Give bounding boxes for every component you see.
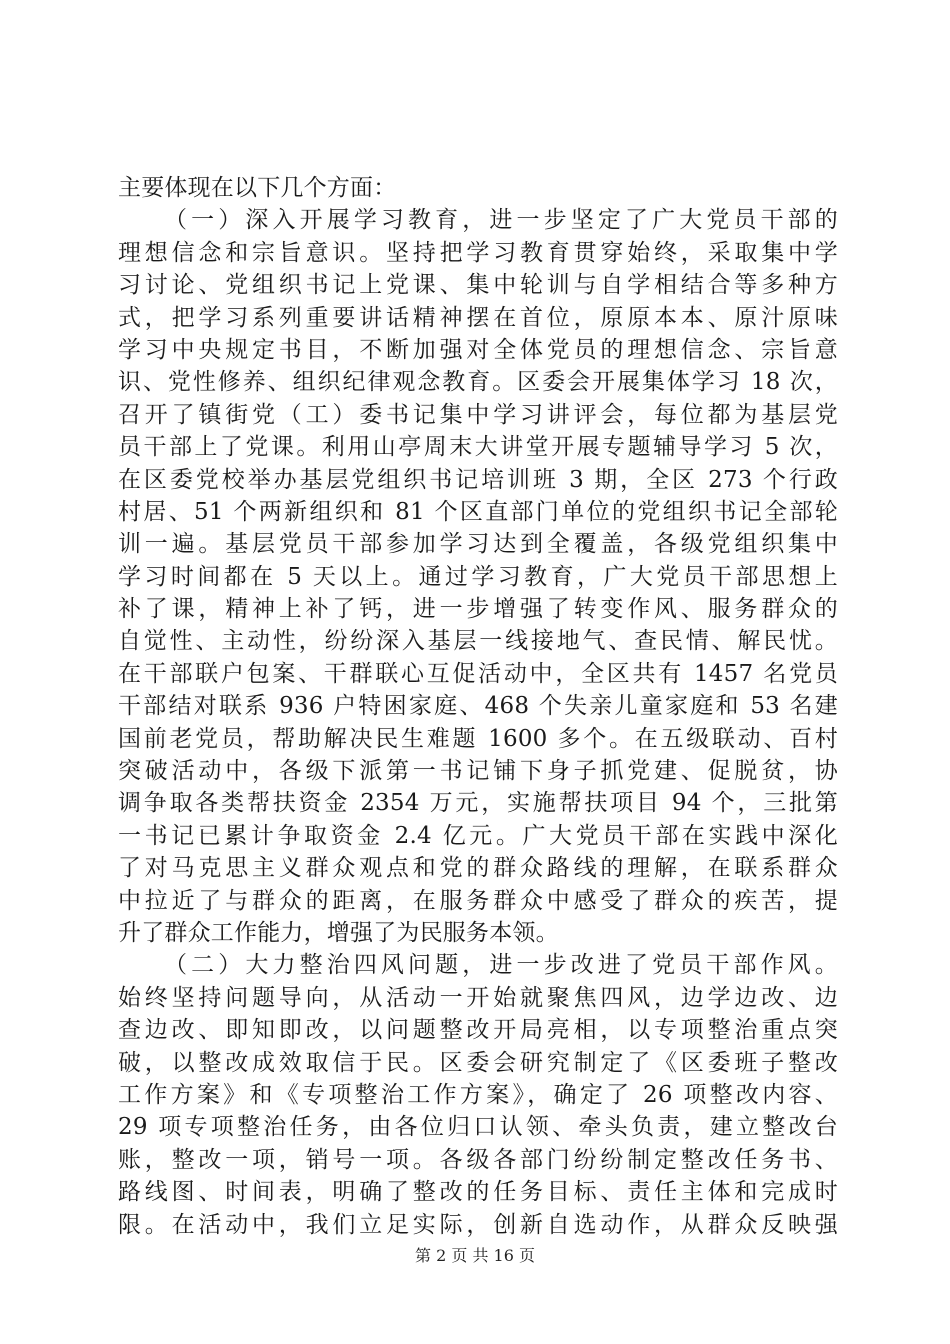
page-number-footer: 第 2 页 共 16 页 xyxy=(415,1246,535,1265)
text-line: 式，把学习系列重要讲话精神摆在首位，原原本本、原汁原味 xyxy=(118,304,838,331)
text-line: 员干部上了党课。利用山亭周末大讲堂开展专题辅导学习 5 次， xyxy=(118,434,838,461)
text-line: 习讨论、党组织书记上党课、集中轮训与自学相结合等多种方 xyxy=(118,272,838,299)
section-heading-1: （一）深入开展学习教育，进一步坚定了广大党员干部的 xyxy=(164,207,838,234)
text-line: 工作方案》和《专项整治工作方案》，确定了 26 项整改内容、 xyxy=(118,1081,838,1108)
text-line: 始终坚持问题导向，从活动一开始就聚焦四风，边学边改、边 xyxy=(118,984,838,1011)
text-line: 查边改、即知即改，以问题整改开局亮相，以专项整治重点突 xyxy=(118,1017,838,1044)
text-line: 升了群众工作能力，增强了为民服务本领。 xyxy=(118,919,559,946)
text-line: 补了课，精神上补了钙，进一步增强了转变作风、服务群众的 xyxy=(118,596,838,623)
text-line: 一书记已累计争取资金 2.4 亿元。广大党员干部在实践中深化 xyxy=(118,822,838,849)
text-line: 主要体现在以下几个方面： xyxy=(118,175,397,201)
text-line: 突破活动中，各级下派第一书记铺下身子抓党建、促脱贫，协 xyxy=(118,758,838,785)
text-line: 识、党性修养、组织纪律观念教育。区委会开展集体学习 18 次， xyxy=(118,369,838,396)
text-line: 破，以整改成效取信于民。区委会研究制定了《区委班子整改 xyxy=(118,1049,838,1076)
text-line: 干部结对联系 936 户特困家庭、468 个失亲儿童家庭和 53 名建 xyxy=(118,693,838,720)
text-line: 账，整改一项，销号一项。各级各部门纷纷制定整改任务书、 xyxy=(118,1146,838,1173)
text-line: 路线图、时间表，明确了整改的任务目标、责任主体和完成时 xyxy=(118,1179,838,1206)
text-line: 学习中央规定书目，不断加强对全体党员的理想信念、宗旨意 xyxy=(118,336,838,363)
section-heading-2: （二）大力整治四风问题，进一步改进了党员干部作风。 xyxy=(164,952,838,979)
text-line: 训一遍。基层党员干部参加学习达到全覆盖，各级党组织集中 xyxy=(118,531,838,558)
text-line: 了对马克思主义群众观点和党的群众路线的理解，在联系群众 xyxy=(118,855,838,882)
text-line: 村居、51 个两新组织和 81 个区直部门单位的党组织书记全部轮 xyxy=(118,498,838,525)
text-line: 理想信念和宗旨意识。坚持把学习教育贯穿始终，采取集中学 xyxy=(118,239,838,266)
text-line: 召开了镇街党（工）委书记集中学习讲评会，每位都为基层党 xyxy=(118,401,838,428)
text-line: 调争取各类帮扶资金 2354 万元，实施帮扶项目 94 个，三批第 xyxy=(118,790,838,817)
text-line: 国前老党员，帮助解决民生难题 1600 多个。在五级联动、百村 xyxy=(118,725,838,752)
text-line: 学习时间都在 5 天以上。通过学习教育，广大党员干部思想上 xyxy=(118,563,838,590)
text-line: 29 项专项整治任务，由各位归口认领、牵头负责，建立整改台 xyxy=(118,1114,838,1141)
text-line: 自觉性、主动性，纷纷深入基层一线接地气、查民情、解民忧。 xyxy=(118,628,838,655)
body-text xyxy=(118,172,838,1241)
text-line: 在干部联户包案、干群联心互促活动中，全区共有 1457 名党员 xyxy=(118,660,838,687)
text-line: 在区委党校举办基层党组织书记培训班 3 期，全区 273 个行政 xyxy=(118,466,838,493)
text-line: 限。在活动中，我们立足实际，创新自选动作，从群众反映强 xyxy=(118,1211,838,1238)
text-line: 中拉近了与群众的距离，在服务群众中感受了群众的疾苦，提 xyxy=(118,887,838,914)
